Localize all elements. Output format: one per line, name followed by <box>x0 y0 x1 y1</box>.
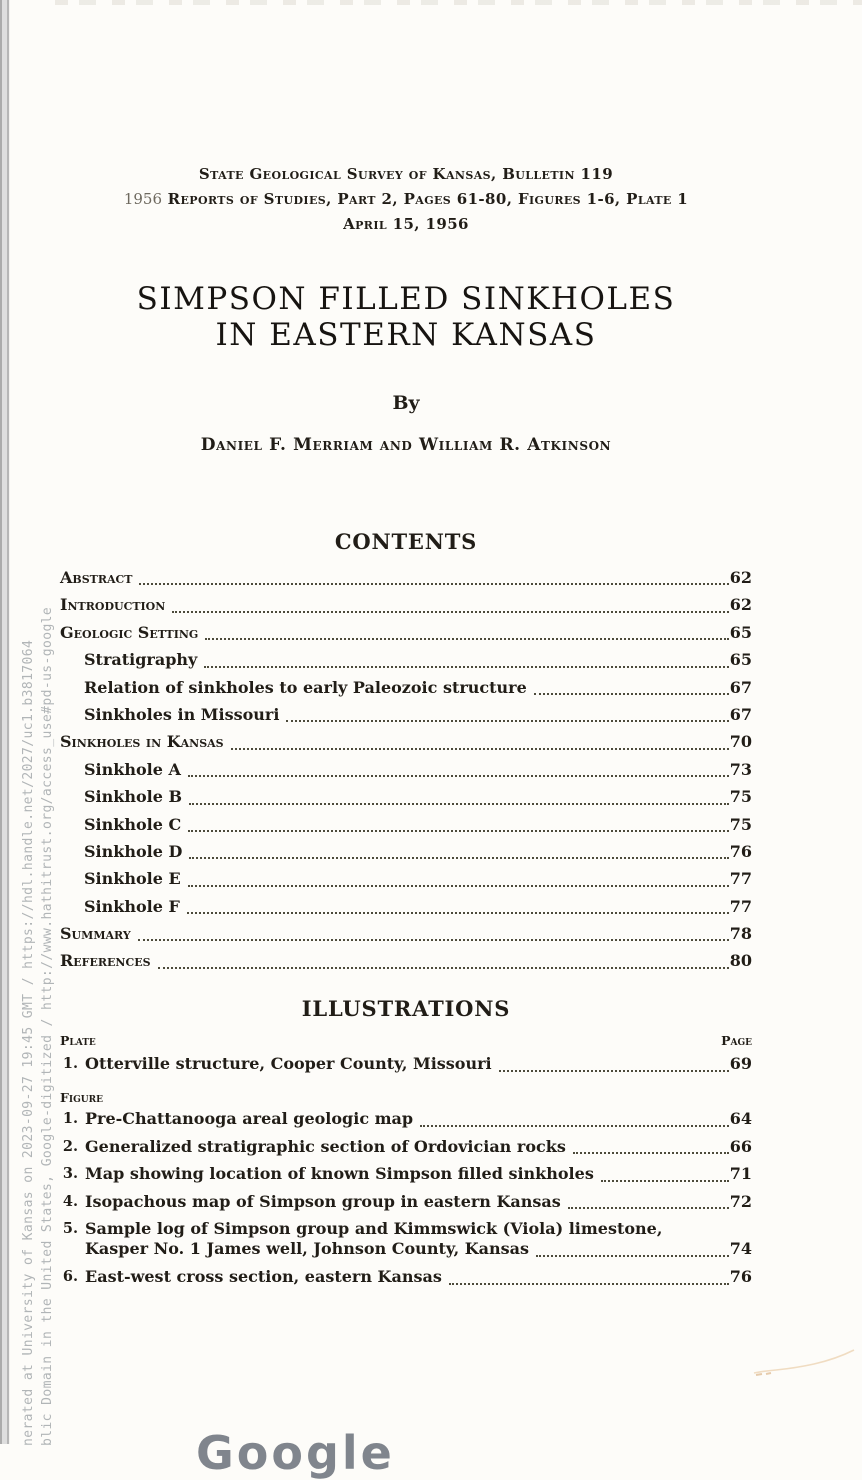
toc-entry <box>60 838 752 865</box>
illustration-entry-number: 5. <box>62 1220 78 1238</box>
toc-entry-label: Sinkhole D <box>84 841 183 861</box>
toc-entry-label: Sinkhole A <box>84 759 181 779</box>
byline-by: By <box>392 392 420 414</box>
dot-leader <box>188 830 729 832</box>
toc-entry <box>60 865 752 892</box>
contents-heading: CONTENTS <box>334 529 478 554</box>
toc-entry <box>60 811 752 838</box>
toc-entry-page-number: 75 <box>729 814 752 834</box>
masthead-year: 1956 <box>123 190 163 208</box>
illustration-entry-number: 2. <box>62 1137 78 1155</box>
toc-entry-label: Sinkhole C <box>84 814 182 834</box>
toc-entry <box>60 920 752 947</box>
toc-entry-label: Relation of sinkholes to early Paleozoic structure <box>84 677 527 697</box>
dot-leader <box>187 912 729 914</box>
dot-leader <box>188 885 729 887</box>
toc-entry-label: Abstract <box>60 568 133 587</box>
illustration-entry-label: Pre-Chattanooga areal geologic map <box>85 1109 414 1128</box>
toc-entry-label: Summary <box>60 924 131 944</box>
dot-leader <box>231 748 729 750</box>
toc-entry <box>60 728 752 755</box>
toc-entry <box>60 591 752 618</box>
illustration-entry-label-line2: Kasper No. 1 James well, Johnson County, Kansas <box>85 1239 530 1259</box>
dot-leader <box>573 1152 729 1154</box>
toc-entry <box>60 619 752 646</box>
illustration-entry-continuation <box>60 1239 752 1263</box>
toc-entry <box>60 893 752 920</box>
toc-entry-page-number: 67 <box>729 677 752 697</box>
watermark-public-domain-line: blic Domain in the United States, Google-digitized / http://www.hathitrust.org/access_use#pd-us-google <box>40 606 55 1446</box>
dot-leader <box>204 666 728 668</box>
illustration-entry <box>60 1263 752 1291</box>
document-title <box>60 281 752 353</box>
dot-leader <box>139 583 728 585</box>
toc-entry-label: Sinkholes in Missouri <box>84 704 280 724</box>
toc-entry-label: Sinkholes in Kansas <box>60 732 224 752</box>
illustration-entry-page-number: 69 <box>729 1054 752 1073</box>
toc-entry <box>60 674 752 701</box>
scan-edge-left <box>0 0 10 1444</box>
toc-entry-label: Stratigraphy <box>84 650 198 670</box>
illustration-entry-number: 4. <box>62 1192 78 1210</box>
illustrations-heading: ILLUSTRATIONS <box>301 996 511 1021</box>
illustration-entry-page-number: 66 <box>729 1136 752 1156</box>
dot-leader <box>158 967 729 969</box>
toc-entry <box>60 947 752 974</box>
illustrations-column-headers <box>60 1034 752 1048</box>
illustration-entry-page-number: 64 <box>729 1109 752 1128</box>
toc-entry <box>60 646 752 673</box>
toc-entry-page-number: 80 <box>729 951 752 971</box>
illustration-entry <box>60 1105 752 1133</box>
dot-leader <box>536 1255 729 1257</box>
illustration-entry-label: East-west cross section, eastern Kansas <box>85 1267 442 1287</box>
toc-entry <box>60 564 752 591</box>
dot-leader <box>449 1283 729 1285</box>
illustration-entry <box>60 1215 752 1239</box>
illustration-entry-page-number: 74 <box>729 1239 752 1259</box>
toc-entry-label: Sinkhole F <box>84 896 180 916</box>
figure-list <box>60 1105 752 1291</box>
plate-list <box>60 1050 752 1078</box>
illustration-entry-page-number: 71 <box>729 1164 752 1184</box>
illustration-entry <box>60 1188 752 1216</box>
toc-entry-page-number: 65 <box>729 650 752 670</box>
plate-column-label: Plate <box>60 1033 96 1048</box>
masthead-line2 <box>60 187 752 212</box>
illustration-entry-number: 6. <box>62 1268 78 1286</box>
illustration-entry-page-number: 76 <box>729 1267 752 1287</box>
illustration-entry-label: Sample log of Simpson group and Kimmswick (Viola) limestone, <box>85 1219 663 1239</box>
masthead-line2-text: Reports of Studies, Part 2, Pages 61-80, Figures 1-6, Plate 1 <box>167 190 689 208</box>
toc-entry <box>60 783 752 810</box>
illustration-entry <box>60 1133 752 1161</box>
dot-leader <box>172 611 728 613</box>
dot-leader <box>534 693 729 695</box>
illustration-entry-label: Isopachous map of Simpson group in eastern Kansas <box>85 1191 561 1211</box>
illustration-entry <box>60 1160 752 1188</box>
dot-leader <box>205 638 728 640</box>
toc-entry-page-number: 76 <box>729 841 752 861</box>
illustration-entry <box>60 1050 752 1078</box>
masthead-line3: April 15, 1956 <box>343 215 469 233</box>
title-line1: SIMPSON FILLED SINKHOLES <box>136 281 676 317</box>
toc-entry-page-number: 70 <box>729 732 752 752</box>
dot-leader <box>138 939 729 941</box>
dot-leader <box>601 1180 729 1182</box>
illustration-entry-label: Generalized stratigraphic section of Ordovician rocks <box>85 1136 566 1156</box>
illustration-entry-number: 1. <box>62 1110 78 1127</box>
dot-leader <box>568 1207 729 1209</box>
toc-entry-page-number: 67 <box>729 704 752 724</box>
toc-entry-label: Sinkhole E <box>84 869 181 889</box>
illustration-entry-label: Map showing location of known Simpson filled sinkholes <box>85 1164 594 1184</box>
dot-leader <box>189 857 728 859</box>
toc-entry-page-number: 65 <box>729 622 752 642</box>
illustration-entry-number-spacer <box>60 1239 78 1263</box>
dot-leader <box>189 803 729 805</box>
toc-entry-label: Introduction <box>60 595 166 615</box>
byline-authors: Daniel F. Merriam and William R. Atkinson <box>200 435 612 455</box>
toc-entry-page-number: 62 <box>729 568 752 587</box>
watermark-generated-line: nerated at University of Kansas on 2023-09-27 19:45 GMT / https://hdl.handle.net/2027/uc1.b3817064 <box>21 639 36 1446</box>
masthead <box>60 162 752 237</box>
toc-entry-page-number: 77 <box>729 869 752 889</box>
figure-column-label: Figure <box>60 1090 103 1105</box>
toc-entry <box>60 701 752 728</box>
toc-entry-page-number: 77 <box>729 896 752 916</box>
toc-entry-label: References <box>60 951 151 971</box>
illustration-entry-number: 1. <box>62 1055 78 1072</box>
illustration-entry-number: 3. <box>62 1165 78 1183</box>
toc-entry-label: Sinkhole B <box>84 787 183 807</box>
page-column-label: Page <box>721 1033 752 1048</box>
pencil-mark <box>752 1346 858 1380</box>
toc-entry-page-number: 73 <box>729 759 752 779</box>
toc-entry-page-number: 62 <box>729 595 752 615</box>
illustration-entry-label: Otterville structure, Cooper County, Missouri <box>85 1054 492 1073</box>
title-line2: IN EASTERN KANSAS <box>215 317 597 353</box>
dot-leader <box>420 1125 729 1127</box>
toc-entry-page-number: 78 <box>729 924 752 944</box>
table-of-contents <box>60 564 752 975</box>
illustration-entry-page-number: 72 <box>729 1191 752 1211</box>
scan-edge-top <box>55 0 862 5</box>
toc-entry-page-number: 75 <box>729 787 752 807</box>
masthead-line1: State Geological Survey of Kansas, Bulletin 119 <box>198 165 614 183</box>
dot-leader <box>499 1070 729 1072</box>
dot-leader <box>286 720 728 722</box>
toc-entry <box>60 756 752 783</box>
toc-entry-label: Geologic Setting <box>60 622 199 642</box>
google-logo-watermark: Google <box>196 1426 395 1480</box>
dot-leader <box>188 775 729 777</box>
